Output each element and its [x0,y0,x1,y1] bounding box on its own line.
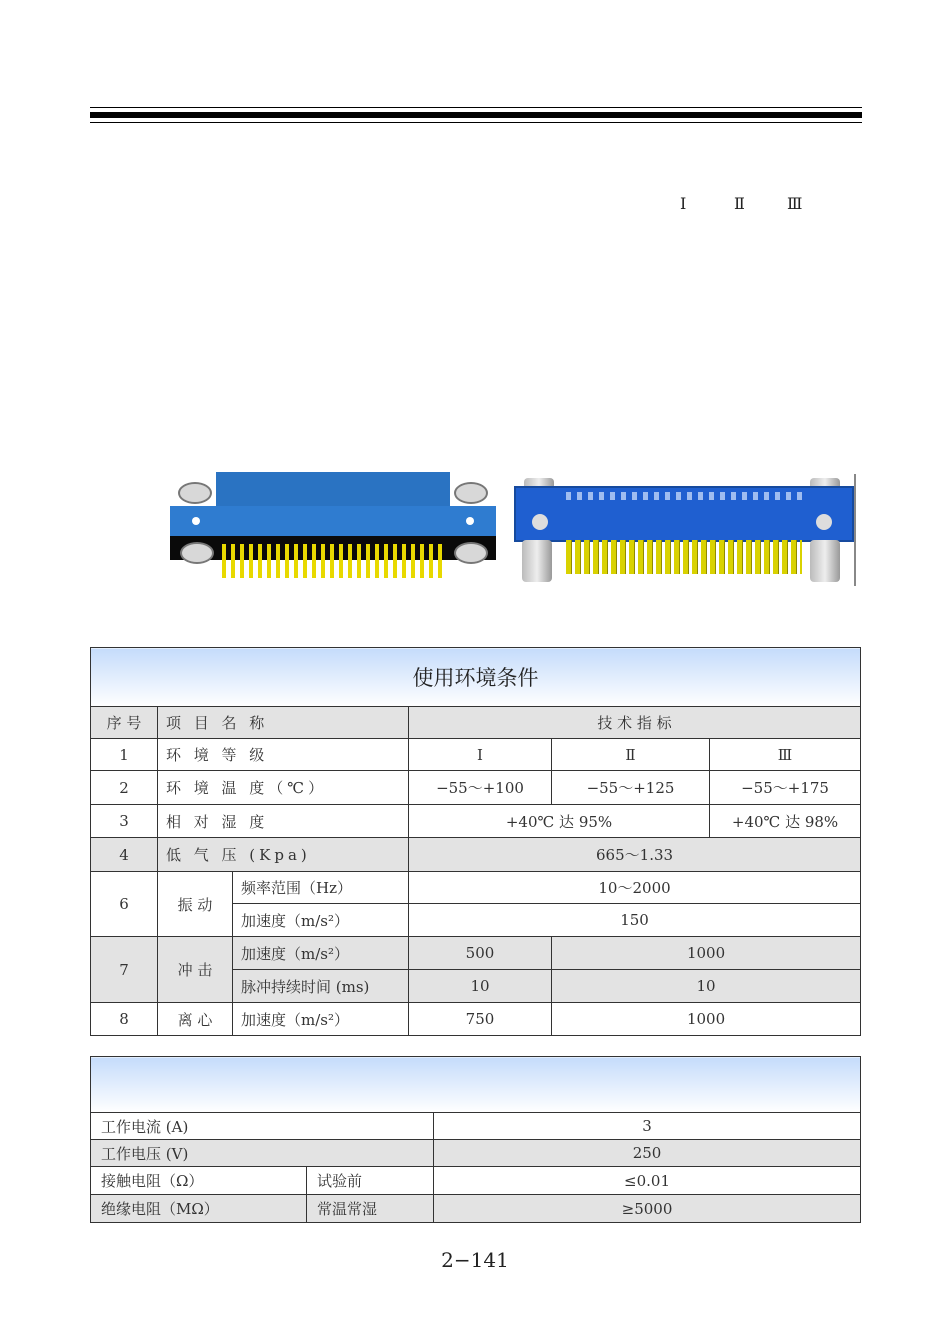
row-no: 1 [91,739,158,771]
level-2-cell: Ⅱ [552,739,710,771]
connector-flange [170,506,496,536]
connector-shell [216,472,450,508]
level-marker-2: Ⅱ [734,194,745,213]
contact-holes [566,492,802,500]
level-3-cell: Ⅲ [710,739,861,771]
page-number: 2−141 [441,1248,509,1272]
connector-pins [222,544,444,578]
header-no: 序 号 [91,707,158,739]
header-spec: 技 术 指 标 [409,707,861,739]
row-value: ≥5000 [434,1195,861,1223]
screw-nut-bottom-right [454,542,488,564]
environment-conditions-table [90,647,861,1036]
table-row [91,1167,861,1195]
mount-hole-left [192,517,200,525]
row-label: 工作电压 (V) [91,1140,434,1167]
mount-hole-right [466,517,474,525]
table-row [91,838,861,872]
sub-value: 1000 [552,1003,861,1036]
sub-value: 10 [409,970,552,1003]
header-rule-thin-top [90,107,862,108]
table-row [91,872,861,904]
mount-hole-right [816,514,832,530]
row-item: 环 境 温 度（℃） [158,771,409,805]
header-rule-thin-bottom [90,122,862,123]
table-row [91,739,861,771]
pressure-value: 665～1.33 [409,838,861,872]
table-row [91,1003,861,1036]
level-1-cell: Ⅰ [409,739,552,771]
table-row [91,1113,861,1140]
row-no: 8 [91,1003,158,1036]
image-edge-line [854,474,856,586]
row-label: 工作电流 (A) [91,1113,434,1140]
row-no: 3 [91,805,158,838]
row-value: 250 [434,1140,861,1167]
connector-image-side [514,478,856,586]
row-value: 3 [434,1113,861,1140]
row-item: 冲 击 [158,937,233,1003]
electrical-properties-table [90,1056,861,1223]
sub-item: 加速度（m/s²） [233,937,409,970]
sub-value: 500 [409,937,552,970]
table-title: 使用环境条件 [91,648,861,707]
humidity-level-1-2: +40℃ 达 95% [409,805,710,838]
connector-pins [566,540,802,574]
sub-value: 750 [409,1003,552,1036]
guide-post-bottom-right [810,540,840,582]
table-row [91,1140,861,1167]
row-label: 接触电阻（Ω） [91,1167,307,1195]
sub-item: 加速度（m/s²） [233,1003,409,1036]
row-value: ≤0.01 [434,1167,861,1195]
row-no: 2 [91,771,158,805]
sub-value: 1000 [552,937,861,970]
table-row [91,1195,861,1223]
row-item: 低 气 压 (Kpa) [158,838,409,872]
temp-level-3: −55～+175 [710,771,861,805]
humidity-level-3: +40℃ 达 98% [710,805,861,838]
table-row [91,771,861,805]
row-condition: 常温常湿 [307,1195,434,1223]
header-rule-thick [90,112,862,118]
row-item: 离 心 [158,1003,233,1036]
sub-item: 脉冲持续时间 (ms) [233,970,409,1003]
sub-value: 10 [552,970,861,1003]
screw-nut-top-right [454,482,488,504]
screw-nut-top-left [178,482,212,504]
sub-value: 10～2000 [409,872,861,904]
sub-item: 频率范围（Hz） [233,872,409,904]
table-row [91,805,861,838]
row-label: 绝缘电阻（MΩ） [91,1195,307,1223]
row-no: 6 [91,872,158,937]
sub-value: 150 [409,904,861,937]
mount-hole-left [532,514,548,530]
table-title [91,1057,861,1113]
level-marker-1: Ⅰ [680,194,687,213]
row-condition: 试验前 [307,1167,434,1195]
guide-post-bottom-left [522,540,552,582]
temp-level-2: −55～+125 [552,771,710,805]
row-item: 环 境 等 级 [158,739,409,771]
sub-item: 加速度（m/s²） [233,904,409,937]
connector-image-front [170,472,496,584]
level-marker-3: Ⅲ [787,194,803,213]
temp-level-1: −55～+100 [409,771,552,805]
header-item: 项 目 名 称 [158,707,409,739]
row-item: 相 对 湿 度 [158,805,409,838]
row-item: 振 动 [158,872,233,937]
table-row [91,937,861,970]
row-no: 4 [91,838,158,872]
screw-nut-bottom-left [180,542,214,564]
row-no: 7 [91,937,158,1003]
